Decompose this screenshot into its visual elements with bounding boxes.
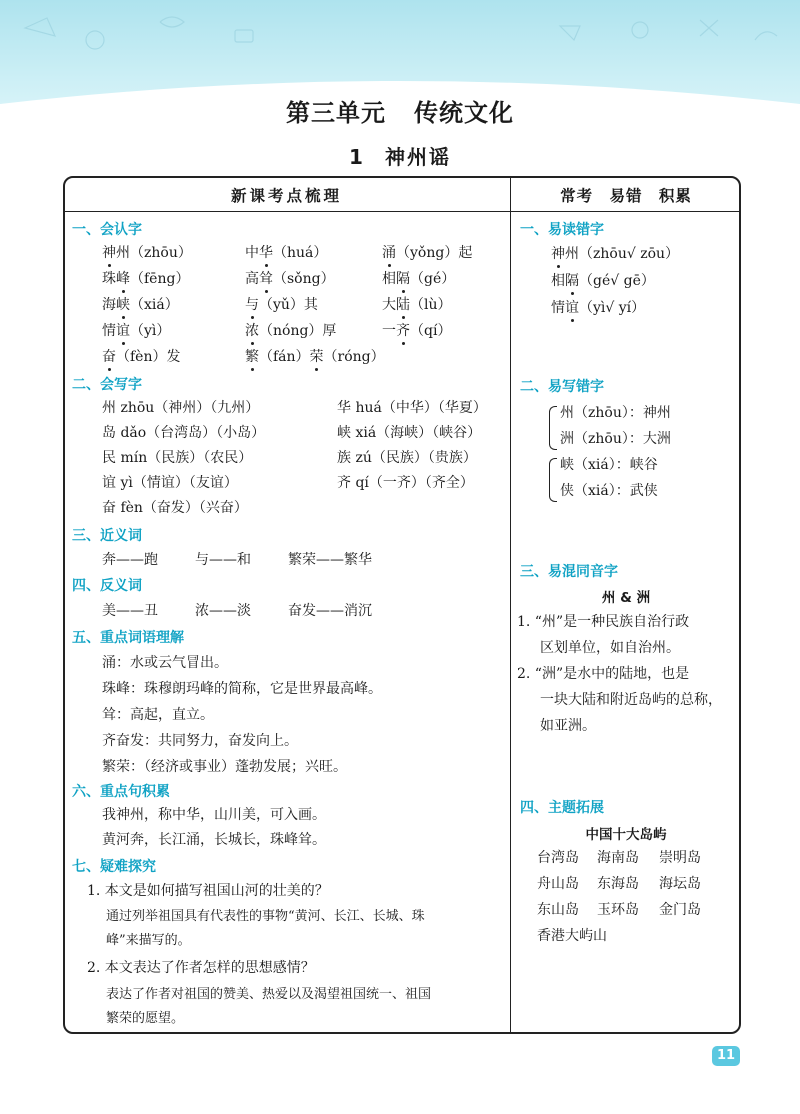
section-heading: 六、重点句积累 (72, 784, 170, 800)
write-char: 峡 xiá（海峡）（峡谷） (337, 425, 482, 441)
write-char: 谊 yì（情谊）（友谊） (102, 475, 238, 491)
recognize-char: 神州（zhōu） (102, 245, 192, 261)
write-char: 族 zú（民族）（贵族） (337, 450, 477, 466)
write-char: 奋 fèn（奋发）（兴奋） (102, 500, 248, 516)
word-meaning: 繁荣：（经济或事业）蓬勃发展；兴旺。 (102, 759, 347, 775)
recognize-char: 相隔（gé） (382, 271, 456, 287)
recognize-char: 与（yǔ）其 (245, 297, 318, 313)
recognize-char: 中华（huá） (245, 245, 328, 261)
word-meaning: 珠峰：珠穆朗玛峰的简称，它是世界最高峰。 (102, 681, 382, 697)
word-meaning: 涌：水或云气冒出。 (102, 655, 228, 671)
section-heading: 三、近义词 (72, 528, 142, 544)
lesson-name: 神州谣 (384, 145, 451, 169)
brace-mark (549, 406, 557, 450)
synonym-pair: 繁荣——繁华 (288, 552, 372, 568)
section-heading: 四、主题拓展 (520, 800, 604, 816)
section-heading: 三、易混同音字 (520, 564, 618, 580)
homophone-subtitle: 州 & 洲 (601, 590, 651, 606)
homophone-note: 1. “州”是一种民族自治行政 (517, 614, 690, 630)
write-char: 民 mín（民族）（农民） (102, 450, 253, 466)
homophone-note: 2. “洲”是水中的陆地，也是 (517, 666, 690, 682)
lesson-number: 1 (349, 145, 365, 169)
section-heading: 一、会认字 (72, 222, 142, 238)
answer: 繁荣的愿望。 (106, 1011, 185, 1026)
island-name: 台湾岛 (537, 850, 579, 866)
write-char: 岛 dǎo（台湾岛）（小岛） (102, 425, 266, 441)
write-char: 华 huá（中华）（华夏） (337, 400, 487, 416)
homophone-note: 区划单位，如自治州。 (540, 640, 680, 656)
island-name: 玉环岛 (597, 902, 639, 918)
section-heading: 二、会写字 (72, 377, 142, 393)
key-sentence: 黄河奔，长江涌，长城长，珠峰耸。 (102, 832, 326, 848)
section-heading: 一、易读错字 (520, 222, 604, 238)
answer: 通过列举祖国具有代表性的事物“黄河、长江、长城、珠 (106, 909, 425, 924)
question: 1. 本文是如何描写祖国山河的壮美的？ (87, 883, 329, 899)
unit-title (0, 93, 800, 128)
answer: 峰”来描写的。 (106, 933, 191, 948)
synonym-pair: 与——和 (195, 552, 251, 568)
island-name: 香港大屿山 (537, 928, 607, 944)
antonym-pair: 美——丑 (102, 603, 158, 619)
recognize-char: 一齐（qí） (382, 323, 452, 339)
unit-label: 第三单元 (286, 99, 386, 127)
island-name: 海南岛 (597, 850, 639, 866)
question: 2. 本文表达了作者怎样的思想感情？ (87, 960, 315, 976)
word-meaning: 齐奋发：共同努力，奋发向上。 (102, 733, 298, 749)
island-name: 崇明岛 (659, 850, 701, 866)
islands-subtitle: 中国十大岛屿 (585, 827, 667, 843)
miswrite-char: 洲（zhōu）：大洲 (560, 431, 671, 447)
island-name: 海坛岛 (659, 876, 701, 892)
recognize-char: 海峡（xiá） (102, 297, 179, 313)
write-char: 齐 qí（一齐）（齐全） (337, 475, 474, 491)
left-column-title: 新课考点梳理 (230, 187, 342, 205)
key-sentence: 我神州，称中华，山川美，可入画。 (102, 807, 326, 823)
miswrite-char: 峡（xiá）：峡谷 (560, 457, 658, 473)
recognize-char: 涌（yǒng）起 (382, 245, 473, 261)
misread-char: 情谊（yì√ yí） (551, 300, 646, 316)
section-heading: 七、疑难探究 (72, 859, 156, 875)
unit-theme: 传统文化 (414, 99, 514, 127)
island-name: 舟山岛 (537, 876, 579, 892)
homophone-note: 一块大陆和附近岛屿的总称， (540, 692, 722, 708)
recognize-char: 情谊（yì） (102, 323, 171, 339)
word-meaning: 耸：高起，直立。 (102, 707, 214, 723)
recognize-char: 珠峰（fēng） (102, 271, 190, 287)
miswrite-char: 州（zhōu）：神州 (560, 405, 671, 421)
section-heading: 二、易写错字 (520, 379, 604, 395)
brace-mark (549, 458, 557, 502)
lesson-title (0, 141, 800, 170)
miswrite-char: 侠（xiá）：武侠 (560, 483, 658, 499)
recognize-char: 奋（fèn）发 (102, 349, 181, 365)
island-name: 东山岛 (537, 902, 579, 918)
misread-char: 神州（zhōu√ zōu） (551, 246, 680, 262)
antonym-pair: 浓——淡 (195, 603, 251, 619)
island-name: 金门岛 (659, 902, 701, 918)
section-heading: 四、反义词 (72, 578, 142, 594)
homophone-note: 如亚洲。 (540, 718, 596, 734)
section-heading: 五、重点词语理解 (72, 630, 184, 646)
misread-char: 相隔（gé√ gē） (551, 273, 655, 289)
right-column-title: 常考 易错 积累 (560, 187, 692, 205)
answer: 表达了作者对祖国的赞美、热爱以及渴望祖国统一、祖国 (106, 987, 432, 1002)
header-rule (63, 211, 741, 212)
antonym-pair: 奋发——消沉 (288, 603, 372, 619)
recognize-char: 大陆（lù） (382, 297, 452, 313)
page-number: 11 (712, 1046, 740, 1066)
synonym-pair: 奔——跑 (102, 552, 158, 568)
recognize-char: 繁（fán）荣（róng） (245, 349, 385, 365)
write-char: 州 zhōu（神州）（九州） (102, 400, 260, 416)
recognize-char: 浓（nóng）厚 (245, 323, 337, 339)
recognize-char: 高耸（sǒng） (245, 271, 335, 287)
island-name: 东海岛 (597, 876, 639, 892)
